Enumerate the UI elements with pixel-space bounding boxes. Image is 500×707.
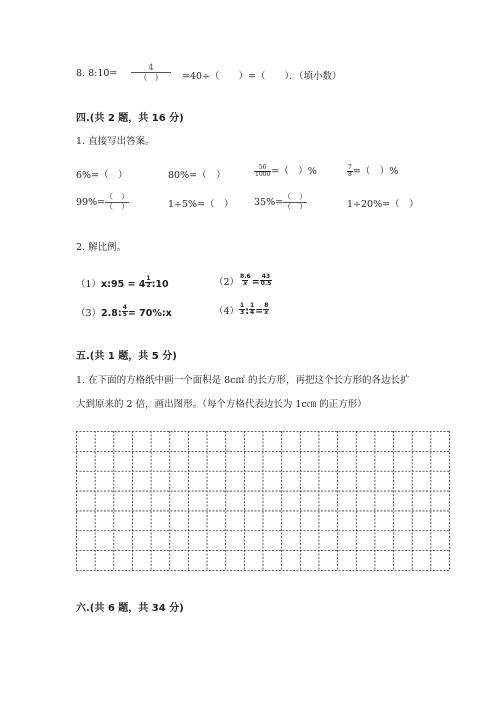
q8-tail: =40÷（ ）=（ ）．（填小数） bbox=[182, 71, 342, 82]
proportion-4-a-den: 3 bbox=[240, 309, 245, 316]
q1-item-h: 1÷20%=（ ） bbox=[347, 199, 419, 210]
proportion-1 bbox=[76, 272, 169, 291]
proportion-4-colon: : bbox=[245, 306, 250, 317]
q8-label: 8. 8:10= bbox=[76, 68, 118, 79]
section5-q1-line1: 1. 在下面的方格纸中画一个面积是 8c㎡ 的长方形，再把这个长方形的各边长扩 bbox=[76, 375, 410, 386]
q1-item-d-tail: =（ ）% bbox=[352, 166, 399, 177]
proportion-4-c-den: x bbox=[264, 309, 269, 316]
grid-paper-svg bbox=[76, 431, 450, 571]
proportion-2-b-den: 0.5 bbox=[260, 280, 272, 287]
q1-item-c-fraction bbox=[254, 165, 271, 178]
proportion-2-a-den: x bbox=[243, 280, 248, 287]
q8-frac-num: 4 bbox=[148, 63, 154, 72]
proportion-2-label: （2） bbox=[214, 277, 240, 288]
q1-item-d-num: 7 bbox=[348, 164, 352, 171]
q1-item-g-den: （ ） bbox=[283, 201, 308, 211]
section4-q1-title: 1. 直接写出答案。 bbox=[76, 136, 155, 147]
q1-item-f: 1÷5%=（ ） bbox=[168, 199, 234, 210]
proportion-4-b-den: 4 bbox=[250, 309, 255, 316]
proportion-2-frac-b bbox=[260, 274, 273, 287]
proportion-3-lead: 2.8: bbox=[101, 308, 122, 319]
proportion-4-b-num: 1 bbox=[250, 302, 255, 309]
q1-item-e-den: （ ） bbox=[105, 201, 130, 211]
section5-q1-line2: 大到原来的 2 倍，画出图形。（每个方格代表边长为 1c㎝ 的正方形） bbox=[76, 399, 367, 410]
q1-item-e-fraction bbox=[105, 193, 129, 212]
q1-item-g bbox=[254, 193, 307, 212]
q1-item-g-fraction bbox=[283, 193, 307, 212]
proportion-3-tail: = 70%:x bbox=[127, 308, 172, 319]
q1-item-a: 6%=（ ） bbox=[76, 170, 128, 181]
section5-heading: 五.(共 1 题，共 5 分) bbox=[76, 351, 177, 362]
proportion-1-mix-num: 1 bbox=[146, 275, 151, 282]
proportion-2-eq: = bbox=[251, 277, 260, 288]
q1-item-g-num: （ ） bbox=[283, 192, 308, 201]
q1-item-c-den: 1000 bbox=[255, 171, 271, 178]
q1-item-e-num: （ ） bbox=[105, 192, 130, 201]
q1-item-d-den: 8 bbox=[348, 171, 352, 178]
proportion-4-a-num: 1 bbox=[240, 302, 245, 309]
proportion-4-eq: = bbox=[255, 306, 264, 317]
q1-item-b: 80%=（ ） bbox=[168, 170, 226, 181]
proportion-1-rhs: :10 bbox=[151, 279, 169, 290]
proportion-3-den: 5 bbox=[122, 311, 127, 318]
proportion-4-label: （4） bbox=[214, 306, 240, 317]
q1-item-c-tail: =（ ）% bbox=[271, 166, 317, 177]
proportion-1-label: （1） bbox=[76, 279, 102, 290]
proportion-2-a-num: 8.6 bbox=[240, 273, 251, 280]
section4-heading: 四.(共 2 题，共 16 分) bbox=[76, 113, 184, 124]
proportion-4-c-num: 8 bbox=[264, 302, 269, 309]
q8-frac-den: ( ) bbox=[131, 72, 171, 83]
q1-item-d bbox=[347, 163, 398, 178]
proportion-3-num: 4 bbox=[122, 304, 127, 311]
q8-fraction bbox=[131, 64, 171, 83]
q1-item-e-lead: 99%= bbox=[76, 196, 106, 208]
grid-paper[interactable] bbox=[76, 431, 450, 571]
q1-item-e bbox=[76, 193, 129, 212]
proportion-3 bbox=[76, 301, 172, 320]
proportion-2-b-num: 43 bbox=[261, 273, 271, 280]
q1-item-c bbox=[254, 163, 317, 178]
proportion-2-frac-a bbox=[239, 274, 252, 287]
proportion-2 bbox=[214, 270, 272, 289]
proportion-1-mix-den: 2 bbox=[146, 282, 151, 289]
proportion-3-label: （3） bbox=[76, 308, 102, 319]
section4-q2-title: 2. 解比例。 bbox=[76, 242, 127, 253]
proportion-1-lhs: x:95 = 4 bbox=[101, 279, 146, 290]
section6-heading: 六.(共 6 题，共 34 分) bbox=[76, 603, 184, 614]
proportion-4 bbox=[214, 299, 269, 318]
proportion-4-frac-c bbox=[263, 303, 269, 316]
q1-item-g-lead: 35%= bbox=[254, 196, 284, 208]
q1-item-c-num: 56 bbox=[258, 164, 267, 171]
